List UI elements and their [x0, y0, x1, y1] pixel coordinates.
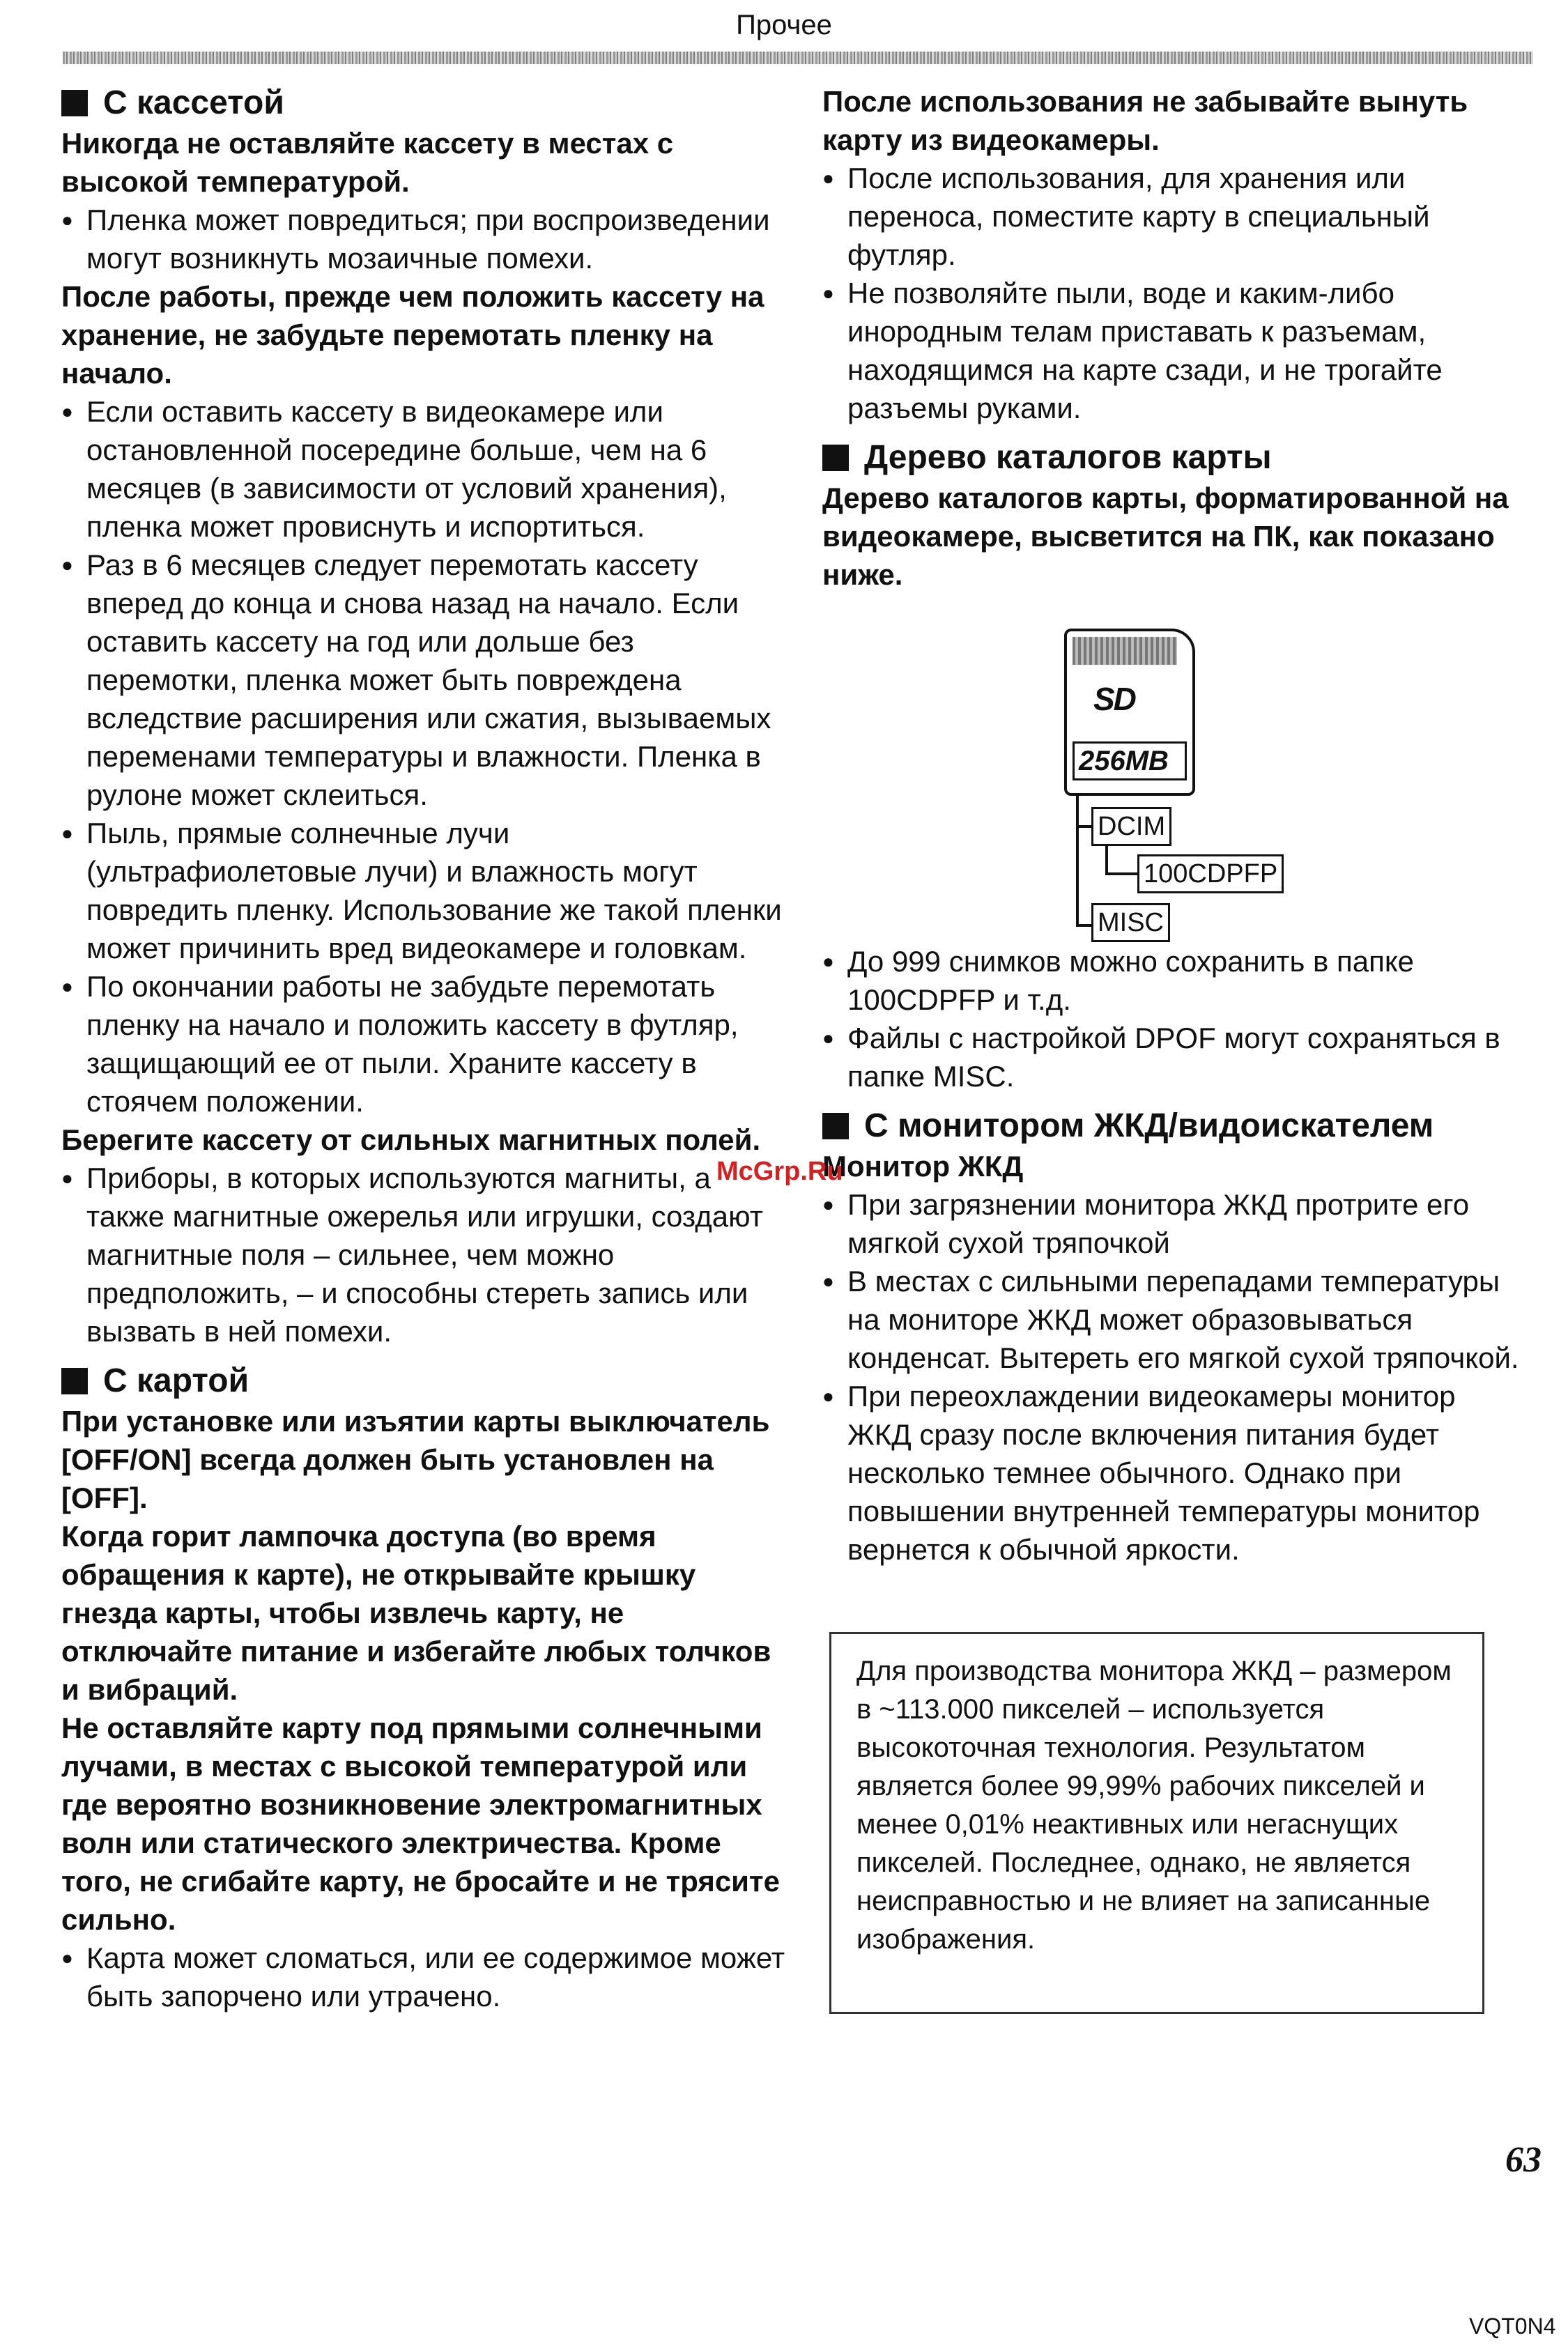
card-bullets — [61, 1939, 786, 2015]
list-item: ● В местах с сильными перепадами температуры на мониторе ЖКД может образовываться конденсат. Вытереть его мягкой сухой тряпочкой. — [822, 1262, 1519, 1377]
tree-bullets — [822, 942, 1519, 1095]
left-column — [61, 82, 786, 2015]
section-heading-card — [61, 1360, 786, 1402]
monitor-subheading: Монитор ЖКД — [822, 1150, 1024, 1183]
heading-text: С картой — [103, 1362, 249, 1399]
card-capacity-label: 256MB — [1073, 741, 1187, 780]
section-heading-cassette — [61, 82, 786, 124]
heading-text: Дерево каталогов карты — [864, 439, 1272, 476]
heading-text: С кассетой — [103, 84, 284, 121]
tree-line — [1076, 924, 1091, 927]
after-use-warning: После использования не забывайте вынуть карту из видеокамеры. — [822, 85, 1468, 156]
list-item: ● Если оставить кассету в видеокамере или остановленной посередине больше, чем на 6 месяцев (в зависимости от условий хранения), пленка может провиснуть и испортиться. — [61, 392, 786, 546]
right-column — [822, 82, 1519, 1569]
cassette-warning-rewind: После работы, прежде чем положить кассету на хранение, не забудьте перемотать пленку на начало. — [61, 280, 764, 390]
list-item: ● Карта может сломаться, или ее содержимое может быть запорчено или утрачено. — [61, 1939, 786, 2015]
folder-dcim: DCIM — [1091, 807, 1171, 846]
cassette-bullets-2 — [61, 392, 786, 1121]
list-item: ● По окончании работы не забудьте перемотать пленку на начало и положить кассету в футляр, защищающий ее от пыли. Храните кассету в стоячем положении. — [61, 967, 786, 1121]
list-item: ● До 999 снимков можно сохранить в папке 100CDPFP и т.д. — [822, 942, 1519, 1019]
heading-text: С монитором ЖКД/видоискателем — [864, 1107, 1434, 1144]
tree-line — [1105, 872, 1137, 875]
folder-misc: MISC — [1091, 903, 1170, 942]
page-header-title: Прочее — [736, 10, 832, 40]
tree-line — [1076, 825, 1091, 828]
list-item: ● Не позволяйте пыли, воде и каким-либо инородным телам приставать к разъемам, находящимся на карте сзади, и не трогайте разъемы руками. — [822, 274, 1519, 427]
list-item: ● Пыль, прямые солнечные лучи (ультрафиолетовые лучи) и влажность могут повредить пленку. Использование же такой пленки может причинить вред видеокамере и головкам. — [61, 814, 786, 967]
list-item: ● Пленка может повредиться; при воспроизведении могут возникнуть мозаичные помехи. — [61, 201, 786, 277]
list-item: ● При переохлаждении видеокамеры монитор ЖКД сразу после включения питания будет несколько темнее обычного. Однако при повышении внутренней температуры монитор вернется к обычной яркости. — [822, 1377, 1519, 1569]
list-item: ● Раз в 6 месяцев следует перемотать кассету вперед до конца и снова назад на начало. Если оставить кассету на год или дольше без перемотки, пленка может быть повреждена вследствие расширения или сжатия, вызываемых переменами температуры и влажности. Пленка в рулоне может склеиться. — [61, 546, 786, 814]
sd-card-icon — [1064, 629, 1195, 796]
list-item: ● Приборы, в которых используются магниты, а также магнитные ожерелья или игрушки, создают магнитные поля – сильнее, чем можно предположить, – и способны стереть запись или вызвать в ней помехи. — [61, 1159, 786, 1351]
monitor-bullets — [822, 1185, 1519, 1569]
square-bullet-icon — [822, 1113, 849, 1139]
folder-100cdpfp: 100CDPFP — [1137, 854, 1284, 893]
tree-line — [1076, 796, 1079, 927]
section-heading-tree — [822, 437, 1519, 479]
document-code: VQT0N4 — [1469, 2314, 1556, 2339]
sd-logo: SD — [1093, 681, 1135, 717]
card-contacts — [1073, 637, 1177, 665]
card-warning-sunlight: Не оставляйте карту под прямыми солнечными лучами, в местах с высокой температурой или где вероятно возникновение электромагнитных волн или статического электричества. Кроме того, не сгибайте карту, не бросайте и не трясите сильно. — [61, 1711, 780, 1936]
cassette-warning-magnetic: Берегите кассету от сильных магнитных полей. — [61, 1123, 761, 1156]
square-bullet-icon — [61, 90, 88, 116]
after-use-bullets — [822, 159, 1519, 427]
square-bullet-icon — [822, 445, 849, 471]
tree-description: Дерево каталогов карты, форматированной на видеокамере, высветится на ПК, как показано ниже. — [822, 482, 1509, 591]
square-bullet-icon — [61, 1368, 88, 1394]
section-heading-monitor — [822, 1105, 1519, 1147]
list-item: ● После использования, для хранения или переноса, поместите карту в специальный футляр. — [822, 159, 1519, 274]
tree-line — [1105, 846, 1108, 875]
watermark: McGrp.Ru — [716, 1157, 843, 1186]
cassette-bullets-3 — [61, 1159, 786, 1351]
cassette-bullets-1 — [61, 201, 786, 277]
lcd-pixel-note-box: Для производства монитора ЖКД – размером в ~113.000 пикселей – используется высокоточная технология. Результатом является более 99,99% рабочих пикселей и менее 0,01% неактивных или негаснущих пикселей. Последнее, однако, не является неисправностью и не влияет на записанные изображения. — [829, 1632, 1484, 2014]
list-item: ● При загрязнении монитора ЖКД протрите его мягкой сухой тряпочкой — [822, 1185, 1519, 1262]
directory-tree-diagram — [822, 629, 1519, 942]
card-warning-switch: При установке или изъятии карты выключатель [OFF/ON] всегда должен быть установлен на [OFF]. — [61, 1405, 770, 1514]
page-number: 63 — [1505, 2140, 1542, 2180]
list-item: ● Файлы с настройкой DPOF могут сохраняться в папке MISC. — [822, 1019, 1519, 1095]
cassette-warning-heat: Никогда не оставляйте кассету в местах с высокой температурой. — [61, 127, 674, 198]
header-rule — [63, 52, 1533, 64]
card-warning-access-lamp: Когда горит лампочка доступа (во время обращения к карте), не открывайте крышку гнезда карты, чтобы извлечь карту, не отключайте питание и избегайте любых толчков и вибраций. — [61, 1520, 771, 1706]
